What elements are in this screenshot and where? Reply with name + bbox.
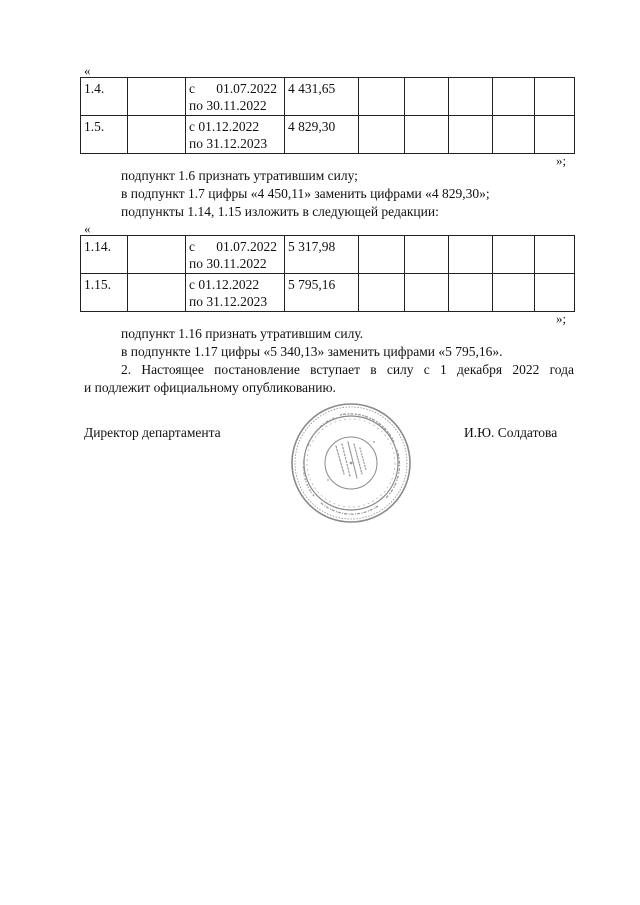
seal-graphic [290, 402, 412, 524]
paragraph-1-7: в подпункт 1.7 цифры «4 450,11» заменить цифрами «4 829,30»; [121, 186, 490, 201]
empty-cell [449, 274, 493, 312]
period-to: по 31.12.2023 [189, 294, 268, 309]
empty-cell [493, 274, 535, 312]
empty-cell [405, 116, 449, 154]
tariff-value: 4 431,65 [285, 78, 359, 116]
period-to: по 31.12.2023 [189, 136, 268, 151]
row-number: 1.5. [81, 116, 128, 154]
row-number: 1.14. [81, 236, 128, 274]
signature-position: Директор департамента [84, 425, 221, 440]
tariff-table-1 [80, 77, 575, 154]
quote-open-2: « [84, 221, 91, 236]
empty-cell [128, 116, 186, 154]
paragraph-1-6: подпункт 1.6 признать утратившим силу; [121, 168, 358, 183]
empty-cell [128, 236, 186, 274]
period-from-date: 01.07.2022 [216, 239, 277, 254]
empty-cell [449, 116, 493, 154]
empty-cell [449, 78, 493, 116]
empty-cell [405, 274, 449, 312]
clause-2-line-1: 2. Настоящее постановление вступает в силу с 1 декабря 2022 года [121, 362, 574, 377]
paragraph-1-16: подпункт 1.16 признать утратившим силу. [121, 326, 364, 341]
tariff-table-2 [80, 235, 575, 312]
period-from-prefix: с [189, 81, 195, 96]
empty-cell [128, 274, 186, 312]
empty-cell [359, 274, 405, 312]
empty-cell [535, 78, 575, 116]
period-cell [186, 274, 285, 312]
table-row [81, 78, 575, 116]
empty-cell [493, 78, 535, 116]
tariff-value: 5 795,16 [285, 274, 359, 312]
period-to: по 30.11.2022 [189, 98, 267, 113]
period-from: с 01.12.2022 [189, 277, 260, 292]
paragraph-1-14-1-15: подпункты 1.14, 1.15 изложить в следующей редакции: [121, 204, 439, 219]
period-from-prefix: с [189, 239, 195, 254]
quote-close-1: »; [556, 153, 567, 168]
empty-cell [535, 116, 575, 154]
table-row [81, 116, 575, 154]
period-to: по 30.11.2022 [189, 256, 267, 271]
empty-cell [535, 236, 575, 274]
tariff-value: 4 829,30 [285, 116, 359, 154]
clause-2-line-2: и подлежит официальному опубликованию. [84, 380, 336, 395]
empty-cell [128, 78, 186, 116]
quote-open-1: « [84, 63, 91, 78]
tariff-value: 5 317,98 [285, 236, 359, 274]
row-number: 1.15. [81, 274, 128, 312]
period-from-date: 01.07.2022 [216, 81, 277, 96]
period-cell [186, 236, 285, 274]
empty-cell [405, 236, 449, 274]
empty-cell [359, 236, 405, 274]
empty-cell [405, 78, 449, 116]
table-row [81, 236, 575, 274]
period-cell [186, 116, 285, 154]
empty-cell [359, 116, 405, 154]
empty-cell [535, 274, 575, 312]
signature-name: И.Ю. Солдатова [464, 425, 558, 440]
period-cell [186, 78, 285, 116]
row-number: 1.4. [81, 78, 128, 116]
quote-close-2: »; [556, 311, 567, 326]
period-from: с 01.12.2022 [189, 119, 260, 134]
paragraph-1-17: в подпункте 1.17 цифры «5 340,13» заменить цифрами «5 795,16». [121, 344, 503, 359]
empty-cell [493, 236, 535, 274]
official-seal [290, 402, 412, 524]
empty-cell [359, 78, 405, 116]
table-row [81, 274, 575, 312]
empty-cell [449, 236, 493, 274]
empty-cell [493, 116, 535, 154]
